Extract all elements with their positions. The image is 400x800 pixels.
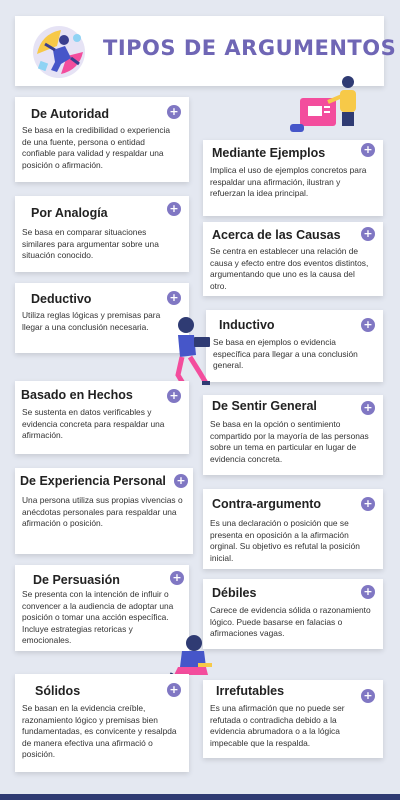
card-description: Es una declaración o posición que se presenta en oposición a la afirmación orginal. Su objetivo es refutal la posición inicial. [210,518,360,563]
worker-at-desk-illustration [290,72,370,134]
card-hechos [15,381,189,454]
card-debiles [203,579,383,649]
card-inductivo [206,310,383,382]
card-sentir [203,395,383,475]
card-persuasion [15,565,189,651]
card-title: De Sentir General [212,399,317,413]
card-title: Inductivo [219,318,275,332]
card-description: Carece de evidencia sólida o razonamiento lógico. Puede basarse en falacias o afirmaciones vagas. [210,605,371,639]
card-description: Se basa en la credibilidad o experiencia de una fuente, persona o entidad confiable para validad y respaldar una posición o afirmación. [22,125,171,170]
team-logo-icon [31,24,87,80]
card-title: Acerca de las Causas [212,228,341,242]
card-description: Una persona utiliza sus propias vivencias o anécdotas personales para respaldar una afirmación o posición. [22,495,183,529]
card-title: Por Analogía [31,206,108,220]
plus-icon[interactable]: + [361,401,375,415]
plus-icon[interactable]: + [167,683,181,697]
plus-icon[interactable]: + [174,474,188,488]
card-description: Se sustenta en datos verificables y evidencia concreta para respaldar una afirmación. [22,407,165,441]
plus-icon[interactable]: + [167,389,181,403]
card-title: Basado en Hechos [21,388,133,402]
card-irrefutables [203,680,383,758]
plus-icon[interactable]: + [170,571,184,585]
card-contra [203,489,383,569]
person-with-laptop-illustration [170,315,220,390]
card-solidos [15,674,189,772]
plus-icon[interactable]: + [167,202,181,216]
card-description: Se centra en establecer una relación de causa y efecto entre dos eventos distintos, argumentando que uno es la causa del otro. [210,246,369,291]
card-title: De Autoridad [31,107,110,121]
card-description: Se presenta con la intención de influir o convencer a la audiencia de adoptar una posición o tomar una acción específica. Incluye estrategias retoricas y emocionales. [22,589,174,646]
plus-icon[interactable]: + [361,497,375,511]
card-causas [203,222,383,296]
card-description: Se basan en la evidencia creíble, razonamiento lógico y premisas bien fundamentadas, es convicente y resalpda de manera efectiva una afirmació o posición. [22,703,177,760]
card-title: Mediante Ejemplos [212,146,326,160]
plus-icon[interactable]: + [167,291,181,305]
card-title: Irrefutables [216,684,285,698]
plus-icon[interactable]: + [361,585,375,599]
card-description: Implica el uso de ejemplos concretos para respaldar una afirmación, ilustran y refuerzan la idea principal. [210,165,367,199]
card-deductivo [15,283,189,353]
bottom-border [0,794,400,800]
card-analogia [15,196,189,272]
card-description: Se basa en la opción o sentimiento compartido por la mayoría de las personas sobre un tema en particular en lugar de evidencia concreta. [210,419,369,464]
card-description: Se basa en comparar situaciones similares para argumentar sobre una situación conocido. [22,227,159,261]
plus-icon[interactable]: + [361,689,375,703]
card-description: Se basa en ejemplos o evidencia específica para llegar a una conclusión general. [213,337,358,371]
card-title: Débiles [212,586,257,600]
card-description: Es una afirmación que no puede ser refutada o contradicha debido a la evidencia abrumadora o a la lógica impecable que la respalda. [210,703,345,748]
card-title: Deductivo [31,292,92,306]
card-ejemplos [203,140,383,216]
card-title: De Persuasión [33,573,120,587]
page-title: TIPOS DE ARGUMENTOS [103,36,397,60]
card-experiencia [15,468,193,554]
plus-icon[interactable]: + [167,105,181,119]
card-autoridad [15,97,189,182]
plus-icon[interactable]: + [361,318,375,332]
card-title: Sólidos [35,684,81,698]
plus-icon[interactable]: + [361,227,375,241]
card-description: Utiliza reglas lógicas y premisas para llegar a una conclusión necesaria. [22,310,161,332]
card-title: Contra-argumento [212,497,322,511]
card-title: De Experiencia Personal [20,474,166,488]
plus-icon[interactable]: + [361,143,375,157]
